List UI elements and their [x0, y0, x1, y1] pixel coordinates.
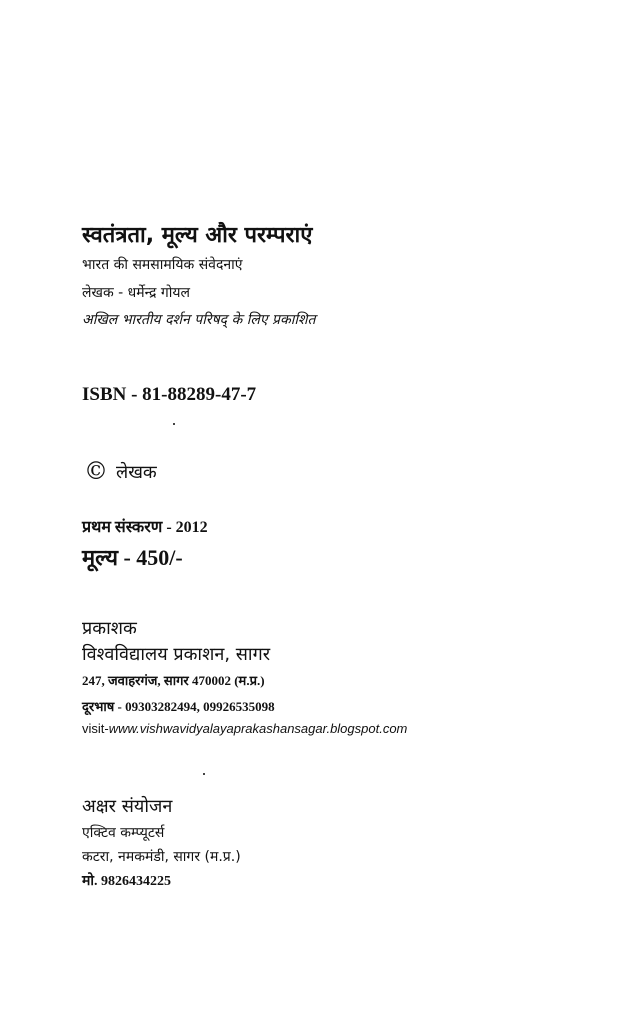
speck-mark — [203, 773, 205, 775]
speck-mark — [173, 423, 175, 425]
typesetting-name: एक्टिव कम्प्यूटर्स — [82, 825, 165, 841]
publisher-label: प्रकाशक — [82, 618, 137, 639]
price-line: मूल्य - 450/- — [82, 545, 183, 570]
publisher-note: अखिल भारतीय दर्शन परिषद् के लिए प्रकाशित — [82, 312, 316, 328]
website-prefix: visit- — [82, 721, 109, 736]
isbn-line: ISBN - 81-88289-47-7 — [82, 384, 257, 405]
website-url: www.vishwavidyalayaprakashansagar.blogspot.com — [108, 721, 408, 736]
publisher-name: विश्वविद्यालय प्रकाशन, सागर — [82, 644, 271, 665]
publisher-phone: दूरभाष - 09303282494, 09926535098 — [82, 699, 275, 714]
copyright-holder: लेखक — [116, 462, 157, 483]
publisher-address: 247, जवाहरगंज, सागर 470002 (म.प्र.) — [82, 673, 265, 688]
book-title: स्वतंत्रता, मूल्य और परम्पराएं — [82, 223, 313, 248]
copyright-icon: © — [84, 457, 108, 485]
typesetting-label: अक्षर संयोजन — [82, 796, 173, 817]
copyright-line — [84, 459, 157, 483]
publisher-website-line — [82, 722, 407, 735]
book-subtitle: भारत की समसामयिक संवेदनाएं — [82, 257, 243, 273]
typesetting-mobile: मो. 9826434225 — [82, 874, 171, 889]
edition-line: प्रथम संस्करण - 2012 — [82, 519, 208, 536]
typesetting-address: कटरा, नमकमंडी, सागर (म.प्र.) — [82, 849, 241, 865]
author-line: लेखक - धर्मेन्द्र गोयल — [82, 285, 190, 301]
